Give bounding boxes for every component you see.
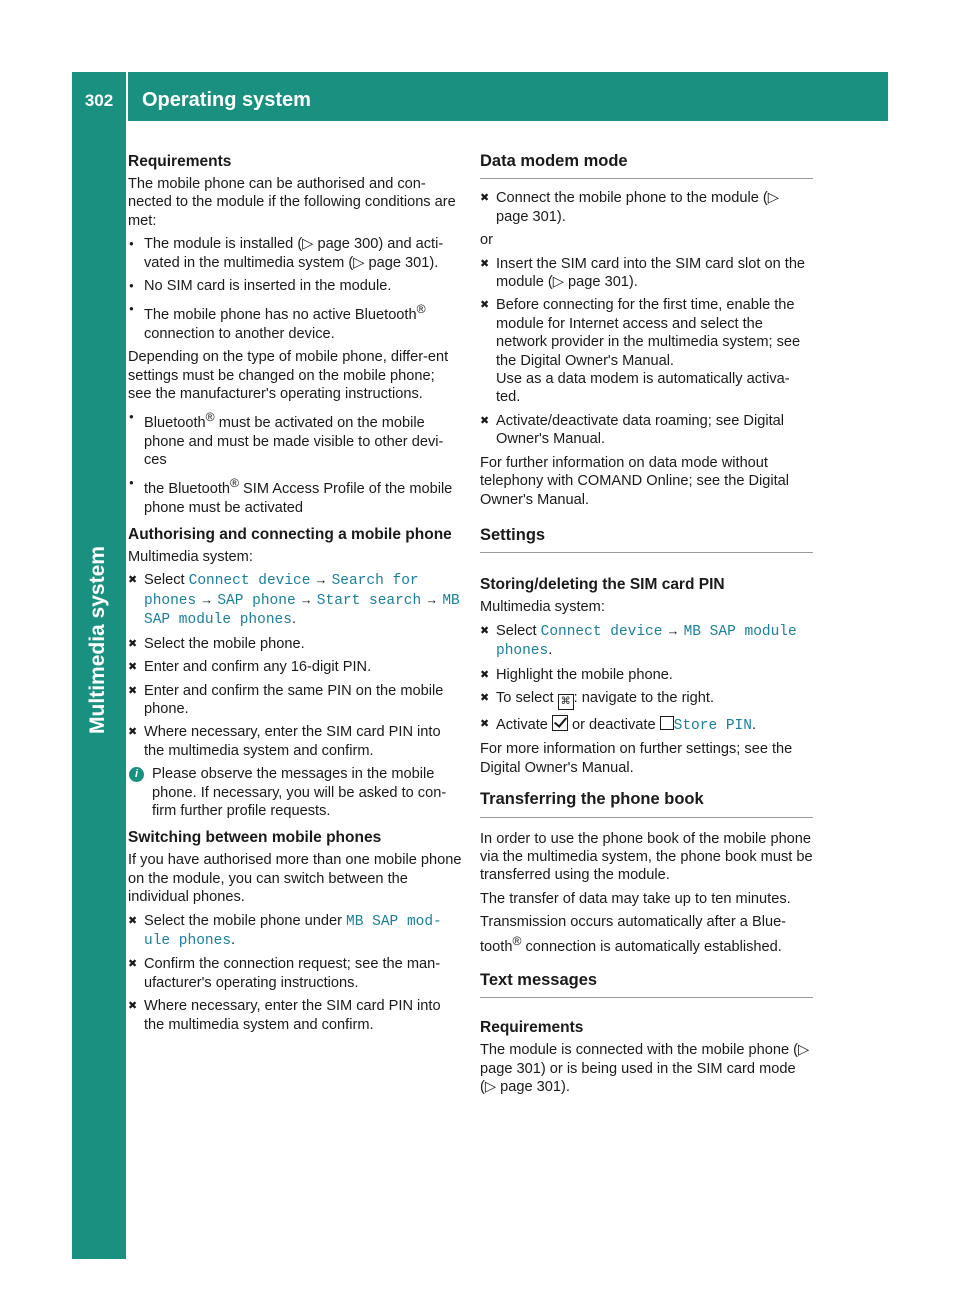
settings-heading: Settings xyxy=(480,526,813,553)
or-label: or xyxy=(480,232,493,249)
step-text: : navigate to the right. xyxy=(573,689,715,706)
text-messages-heading: Text messages xyxy=(480,971,813,998)
registered-mark: ® xyxy=(230,476,239,491)
menu-path-item: Connect device xyxy=(188,573,311,590)
phone-book-heading: Transferring the phone book xyxy=(480,790,813,817)
info-icon: i xyxy=(129,767,144,782)
right-column xyxy=(480,152,813,1101)
menu-path-item: Connect device xyxy=(540,623,663,640)
step-text: Select xyxy=(496,622,541,639)
step-item: ✖ Enter and confirm the same PIN on the mobile phone. xyxy=(128,682,462,719)
step-item: ✖ Select the mobile phone under MB SAP mod-ule phones. xyxy=(128,912,462,951)
paragraph xyxy=(480,913,813,956)
step-text: Select the mobile phone under xyxy=(144,912,347,929)
menu-path-item: SAP phone xyxy=(217,592,296,609)
bullet-item: ● The module is installed (▷ page 300) and acti-vated in the multimedia system (▷ page 301). xyxy=(128,235,462,272)
step-item: ✖ Highlight the mobile phone. xyxy=(480,666,813,684)
menu-path-item: Start search xyxy=(316,592,422,609)
registered-mark: ® xyxy=(416,302,426,317)
step-text: Select xyxy=(144,572,189,589)
menu-path-item: MB SAP mod-ule phones xyxy=(144,913,442,949)
bullet-text: Bluetooth xyxy=(144,415,206,432)
requirements-heading: Requirements xyxy=(480,1019,584,1037)
page-number: 302 xyxy=(84,91,114,110)
multimedia-system-label: Multimedia system: xyxy=(128,549,253,566)
bullet-item: ● No SIM card is inserted in the module. xyxy=(128,277,462,295)
step-item: ✖ Insert the SIM card into the SIM card slot on the module (▷ page 301). xyxy=(480,255,813,292)
requirements-intro: The mobile phone can be authorised and con-nected to the module if the following conditions are met: xyxy=(128,176,456,229)
options-icon: ⌘ xyxy=(558,694,574,710)
info-text: Please observe the messages in the mobile phone. If necessary, you will be asked to con-firm further profile requests. xyxy=(152,766,447,819)
page-title: Operating system xyxy=(142,89,311,111)
step-item: ✖ Connect the mobile phone to the module (▷ page 301). xyxy=(480,189,813,226)
bullet-item xyxy=(128,408,462,469)
bullet-text: SIM Access Profile of the mobile phone must be activated xyxy=(144,481,453,516)
bullet-text: The mobile phone has no active Bluetooth xyxy=(144,307,417,324)
multimedia-system-label: Multimedia system: xyxy=(480,599,605,616)
arrow-icon: → xyxy=(425,591,439,607)
arrow-icon: → xyxy=(314,572,328,588)
step-item: ✖ Confirm the connection request; see the man-ufacturer's operating instructions. xyxy=(128,955,462,992)
left-column xyxy=(128,152,462,1039)
registered-mark: ® xyxy=(205,410,215,425)
step-item: ✖ Select the mobile phone. xyxy=(128,635,462,653)
requirements-heading: Requirements xyxy=(128,153,232,170)
bullet-item xyxy=(128,474,462,517)
step-item xyxy=(480,689,813,710)
checkbox-checked-icon xyxy=(552,715,568,731)
authorising-heading: Authorising and connecting a mobile phone xyxy=(128,526,452,544)
paragraph: For more information on further settings; see the Digital Owner's Manual. xyxy=(480,741,793,776)
step-note: Use as a data modem is automatically activa-ted. xyxy=(496,371,790,406)
step-text: or deactivate xyxy=(567,716,660,733)
bullet-text: must be activated on the mobile phone and must be made visible to other devi-ces xyxy=(144,415,444,468)
step-item: ✖ Activate/deactivate data roaming; see Digital Owner's Manual. xyxy=(480,412,813,449)
arrow-icon: → xyxy=(666,622,680,638)
step-text: To select xyxy=(496,689,558,706)
step-item: ✖ Activate or deactivate Store PIN. xyxy=(480,715,813,735)
bullet-item xyxy=(128,300,462,343)
step-item: ✖ Select Connect device → Search for phones → SAP phone → Start search → MB SAP module phones. xyxy=(128,571,462,629)
step-item: ✖ Where necessary, enter the SIM card PIN into the multimedia system and confirm. xyxy=(128,723,462,760)
paragraph-text: Transmission occurs automatically after a Blue-tooth xyxy=(480,914,787,955)
step-text: Activate xyxy=(496,716,552,733)
step-item: ✖ Before connecting for the first time, enable the module for Internet access and select the network provider in the multimedia system; see the Digital Owner's Manual. xyxy=(480,296,813,370)
registered-mark: ® xyxy=(512,933,522,948)
chapter-label: Multimedia system xyxy=(86,546,109,734)
info-note xyxy=(128,765,462,820)
paragraph: Depending on the type of mobile phone, differ-ent settings must be changed on the mobile phone; see the manufacturer's operating instructions. xyxy=(128,349,449,402)
arrow-icon: → xyxy=(299,591,313,607)
page-header xyxy=(72,72,888,121)
menu-path-item: MB SAP module phones xyxy=(496,623,797,660)
paragraph-text: connection is automatically established. xyxy=(521,938,782,955)
step-item: ✖ Where necessary, enter the SIM card PIN into the multimedia system and confirm. xyxy=(128,997,462,1034)
switching-heading: Switching between mobile phones xyxy=(128,829,382,847)
paragraph: In order to use the phone book of the mobile phone via the multimedia system, the phone book must be transferred using the module. xyxy=(480,830,813,884)
paragraph: The transfer of data may take up to ten minutes. xyxy=(480,890,791,907)
menu-path-item: MB SAP module phones xyxy=(144,592,460,629)
data-modem-heading: Data modem mode xyxy=(480,152,813,179)
header-divider xyxy=(126,72,128,121)
menu-path-item: Search for phones xyxy=(144,573,419,609)
step-item: ✖ Select Connect device → MB SAP module phones. xyxy=(480,622,813,661)
bullet-text: connection to another device. xyxy=(144,325,335,342)
sim-pin-heading: Storing/deleting the SIM card PIN xyxy=(480,576,725,594)
step-item: ✖ Enter and confirm any 16-digit PIN. xyxy=(128,658,462,676)
menu-path-item: Store PIN xyxy=(673,717,752,734)
arrow-icon: → xyxy=(200,591,214,607)
paragraph: The module is connected with the mobile phone (▷ page 301) or is being used in the SIM card mode (▷ page 301). xyxy=(480,1042,810,1096)
checkbox-empty-icon xyxy=(660,716,674,730)
bullet-text: the Bluetooth xyxy=(144,481,231,498)
paragraph: For further information on data mode without telephony with COMAND Online; see the Digital Owner's Manual. xyxy=(480,454,790,508)
paragraph: If you have authorised more than one mobile phone on the module, you can switch between the individual phones. xyxy=(128,852,462,906)
